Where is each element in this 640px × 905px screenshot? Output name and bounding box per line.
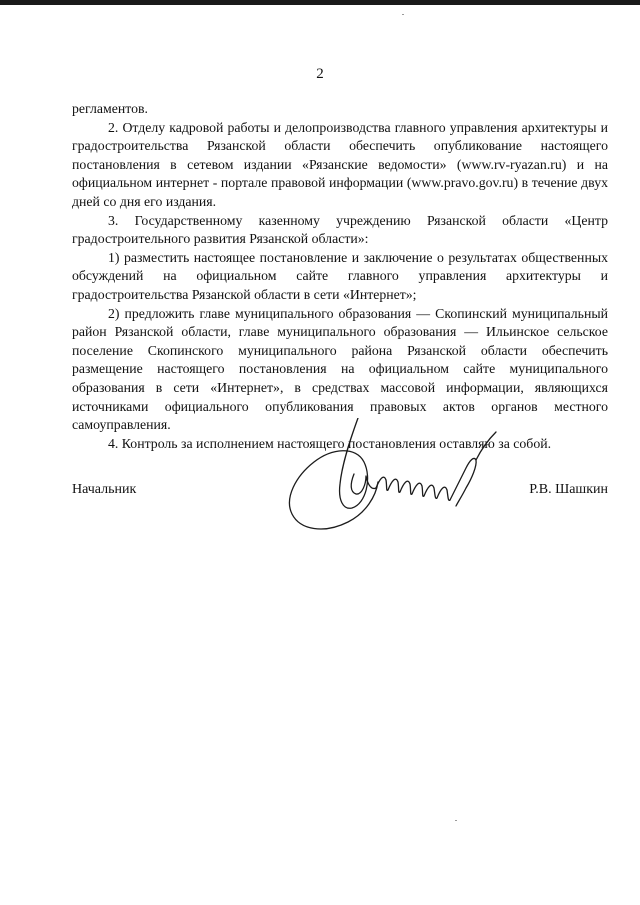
paragraph-subitem-2: 2) предложить главе муниципального образования — Скопинский муниципальный район Рязанской области, главе муниципального образования — Ильинское сельское поселение Скопинского муниципального района Рязанской области обеспечить размещение настоящего постановления на официальном сайте муниципального образования в сети «Интернет», в средствах массовой информации, являющихся источниками официального опубликования правовых актов органов местного самоуправления.	[72, 305, 608, 433]
paragraph-item-2: 2. Отделу кадровой работы и делопроизводства главного управления архитектуры и градостроительства Рязанской области обеспечить опубликование настоящего постановления в сетевом издании «Рязанские ведомости» (www.rv-ryazan.ru) и на официальном интернет - портале правовой информации (www.pravo.gov.ru) в течение двух дней со дня его издания.	[72, 119, 608, 209]
paragraph-subitem-1: 1) разместить настоящее постановление и заключение о результатах общественных обсуждений на официальном сайте главного управления архитектуры и градостроительства Рязанской области в сети «Интернет»;	[72, 249, 608, 302]
page-number: 2	[316, 66, 324, 82]
signatory-name: Р.В. Шашкин	[529, 482, 608, 497]
paragraph-item-4: 4. Контроль за исполнением настоящего постановления оставляю за собой.	[108, 435, 552, 451]
scan-speck	[455, 820, 457, 821]
top-edge-rule	[0, 0, 640, 5]
paragraph-continuation: регламентов.	[72, 101, 148, 116]
paragraph-item-3: 3. Государственному казенному учреждению Рязанской области «Центр градостроительного развития Рязанской области»:	[72, 212, 608, 247]
document-body	[72, 100, 608, 453]
signatory-position: Начальник	[72, 482, 137, 497]
handwritten-signature	[280, 418, 510, 543]
scan-speck	[402, 14, 404, 15]
